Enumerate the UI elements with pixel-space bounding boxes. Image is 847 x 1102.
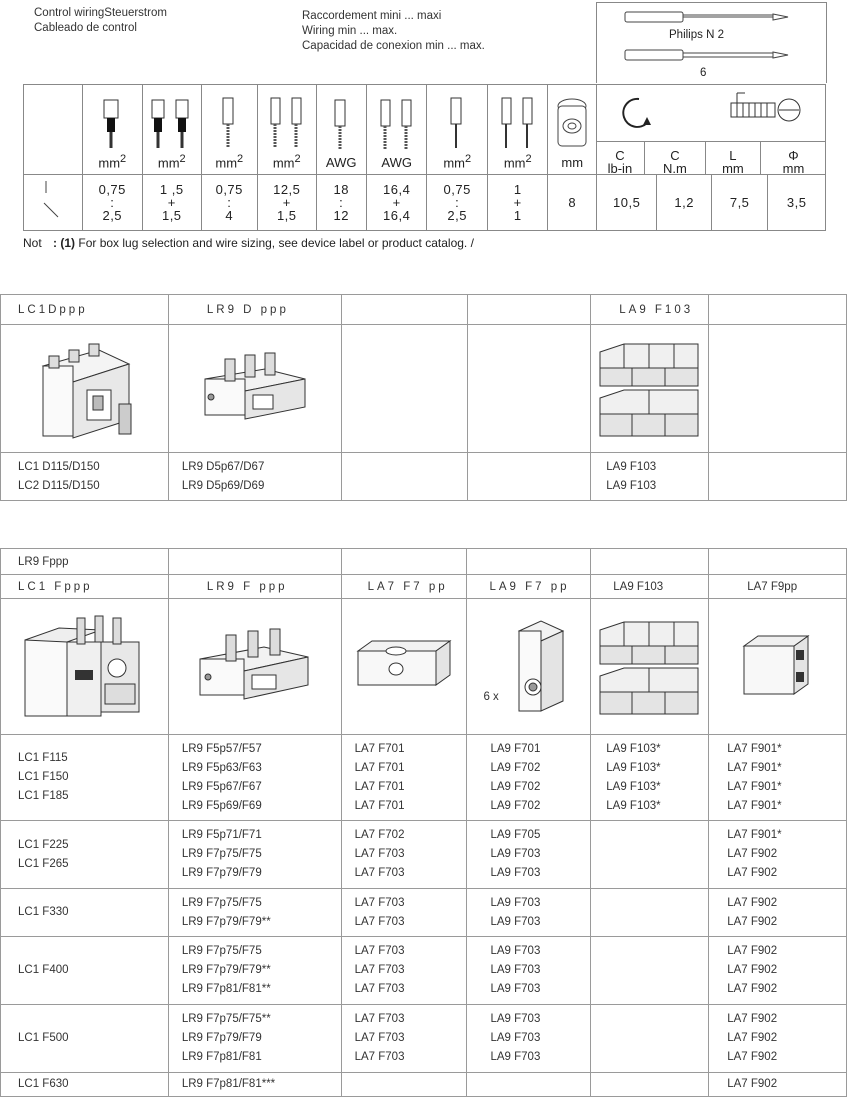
wiring-capacity-table <box>23 84 826 231</box>
value-col-5: 18 : 12 <box>316 175 366 231</box>
header-la9f103: LA9 F103 <box>591 295 709 325</box>
value-col-2: 1 ,5 + 1,5 <box>143 175 202 231</box>
la9f103-group-5 <box>591 1005 709 1073</box>
la7f7-group-1: LA7 F701 LA7 F701 LA7 F701 LA7 F701 <box>341 735 467 821</box>
lr9f-group-5: LR9 F7p75/F75** LR9 F7p79/F79 LR9 F7p81/F81 <box>168 1005 341 1073</box>
lr9d-refs: LR9 D5p67/D67 LR9 D5p69/D69 <box>168 453 341 501</box>
la7f9-group-2: LA7 F901* LA7 F902 LA7 F902 <box>709 821 847 889</box>
table-f-top-row <box>1 549 847 575</box>
la9f103-group-3 <box>591 889 709 937</box>
screwdriver-type: Philips N 2 <box>669 29 724 41</box>
length-header: L mm <box>705 142 760 176</box>
value-col-6: 16,4 + 16,4 <box>366 175 427 231</box>
table-row <box>1 889 847 937</box>
terminal-covers-icon <box>594 334 706 444</box>
table-d-refs <box>1 453 847 501</box>
bracket-cell <box>709 599 847 735</box>
la9f7-group-2: LA9 F705 LA9 F703 LA9 F703 <box>467 821 591 889</box>
accessories-table-f <box>0 548 847 1097</box>
lr9f-group-4: LR9 F7p75/F75 LR9 F7p79/F79** LR9 F7p81/F81** <box>168 937 341 1005</box>
la9f103-group-2 <box>591 821 709 889</box>
header-la9f103-f: LA9 F103 <box>591 575 709 599</box>
cover-plate-cell <box>341 599 467 735</box>
wiring-header-row <box>24 85 826 175</box>
wiring-values-row <box>24 175 826 231</box>
screwdriver-flat-icon <box>623 47 793 65</box>
torque-header-group <box>596 85 825 175</box>
accessories-table-d <box>0 294 847 501</box>
value-col-3: 0,75 : 4 <box>201 175 257 231</box>
lc1f-group-5: LC1 F500 <box>1 1005 169 1073</box>
lr9f-group-1: LR9 F5p57/F57 LR9 F5p63/F63 LR9 F5p67/F67 LR9 F5p69/F69 <box>168 735 341 821</box>
la7f9-group-4: LA7 F902 LA7 F902 LA7 F902 <box>709 937 847 1005</box>
value-lbin: 10,5 <box>596 175 657 231</box>
overload-relay-d-icon <box>195 349 315 429</box>
terminal-shroud-cell <box>467 599 591 735</box>
header-empty-2 <box>467 295 591 325</box>
quantity-label: 6 x <box>483 690 499 703</box>
table-f-images <box>1 599 847 735</box>
la7f9-group-1: LA7 F901* LA7 F901* LA7 F901* LA7 F901* <box>709 735 847 821</box>
cover-plate-icon <box>354 637 454 697</box>
la7f9-group-3: LA7 F902 LA7 F902 <box>709 889 847 937</box>
stranded-wire-icon <box>209 96 249 150</box>
screwdriver-size: 6 <box>700 67 707 79</box>
la7f9-group-6: LA7 F902 <box>709 1073 847 1097</box>
value-col-7: 0,75 : 2,5 <box>427 175 488 231</box>
wiring-corner-cell <box>24 85 83 175</box>
la7f7-group-2: LA7 F702 LA7 F703 LA7 F703 <box>341 821 467 889</box>
value-col-1: 0,75 : 2,5 <box>82 175 143 231</box>
switch-symbol-cell <box>24 175 83 231</box>
rotation-arrow-icon <box>617 93 657 133</box>
table-row <box>1 735 847 821</box>
table-d-header <box>1 295 847 325</box>
la7f7-group-6 <box>341 1073 467 1097</box>
ferrule-col-2: $mm^2$ <box>143 85 202 175</box>
solid-col-1: $mm^2$ <box>427 85 488 175</box>
header-la9f7: LA9 F7 pp <box>467 575 591 599</box>
double-stranded-icon <box>265 96 309 150</box>
table-row <box>1 1005 847 1073</box>
screwdriver-icon <box>623 9 793 27</box>
empty-image-3 <box>709 325 847 453</box>
value-col-4: 12,5 + 1,5 <box>258 175 317 231</box>
contactor-d-cell <box>1 325 169 453</box>
overload-relay-f-cell <box>168 599 341 735</box>
table-row <box>1 937 847 1005</box>
la9f103-d-refs: LA9 F103 LA9 F103 <box>591 453 709 501</box>
lc1f-group-4: LC1 F400 <box>1 937 169 1005</box>
la9f7-group-3: LA9 F703 LA9 F703 <box>467 889 591 937</box>
diameter-header: Φ mm <box>760 142 826 176</box>
value-diameter: 3,5 <box>768 175 826 231</box>
table-row <box>1 821 847 889</box>
value-nm: 1,2 <box>657 175 711 231</box>
contactor-f-icon <box>19 612 149 722</box>
double-solid-icon <box>496 96 540 150</box>
lr9f-top-label: LR9 Fppp <box>1 549 169 575</box>
awg-wire-icon <box>321 98 361 152</box>
lc1f-group-6: LC1 F630 <box>1 1073 169 1097</box>
header-empty-1 <box>341 295 467 325</box>
table-row <box>1 1073 847 1097</box>
empty-image-1 <box>341 325 467 453</box>
lc1f-group-1: LC1 F115 LC1 F150 LC1 F185 <box>1 735 169 821</box>
header-la7f7: LA7 F7 pp <box>341 575 467 599</box>
la9f7-group-1: LA9 F701 LA9 F702 LA9 F702 LA9 F702 <box>467 735 591 821</box>
header-lr9f: LR9 F ppp <box>168 575 341 599</box>
screw-dimension-icon <box>719 87 825 135</box>
value-length: 7,5 <box>711 175 767 231</box>
lr9f-group-2: LR9 F5p71/F71 LR9 F7p75/F75 LR9 F7p79/F79 <box>168 821 341 889</box>
refs-empty-3 <box>709 453 847 501</box>
table-f-header <box>1 575 847 599</box>
contact-symbol-icon <box>38 177 68 225</box>
value-lug: 8 <box>548 175 596 231</box>
wiring-range-label: Raccordement mini ... maxi Wiring min ... max. Capacidad de conexion min ... max. <box>302 10 485 52</box>
terminal-covers-f-cell <box>591 599 709 735</box>
terminal-covers-d-cell <box>591 325 709 453</box>
lc1f-group-3: LC1 F330 <box>1 889 169 937</box>
la9f103-group-6 <box>591 1073 709 1097</box>
wire-ferrule-icon <box>92 96 132 150</box>
contactor-f-cell <box>1 599 169 735</box>
lr9f-group-3: LR9 F7p75/F75 LR9 F7p79/F79** <box>168 889 341 937</box>
terminal-shroud-icon <box>511 617 571 717</box>
value-col-8: 1 + 1 <box>487 175 548 231</box>
footnote: Not : (1) For box lug selection and wire sizing, see device label or product catalog. / <box>23 236 474 250</box>
la9f103-group-4 <box>591 937 709 1005</box>
header-empty-3 <box>709 295 847 325</box>
la9f7-group-6 <box>467 1073 591 1097</box>
refs-empty-2 <box>467 453 591 501</box>
la9f7-group-5: LA9 F703 LA9 F703 LA9 F703 <box>467 1005 591 1073</box>
refs-empty-1 <box>341 453 467 501</box>
lug-col: mm <box>548 85 596 175</box>
la7f7-group-4: LA7 F703 LA7 F703 LA7 F703 <box>341 937 467 1005</box>
stranded-col-1: $mm^2$ <box>201 85 257 175</box>
la7f9-group-5: LA7 F902 LA7 F902 LA7 F902 <box>709 1005 847 1073</box>
awg-col-2: AWG <box>366 85 427 175</box>
solid-wire-icon <box>437 96 477 150</box>
header-lr9d: LR9 D ppp <box>168 295 341 325</box>
double-ferrule-icon <box>148 96 196 150</box>
stranded-col-2: $mm^2$ <box>258 85 317 175</box>
la7f7-group-3: LA7 F703 LA7 F703 <box>341 889 467 937</box>
overload-relay-d-cell <box>168 325 341 453</box>
header-lc1d: LC1Dppp <box>1 295 169 325</box>
torque-nm-header: C N.m <box>644 142 705 176</box>
control-wiring-label: Control wiringSteuerstrom Cableado de control <box>34 7 167 34</box>
torque-lbin-header: C lb-in <box>596 142 645 176</box>
table-d-images <box>1 325 847 453</box>
solid-col-2: $mm^2$ <box>487 85 548 175</box>
lc1d-refs: LC1 D115/D150 LC2 D115/D150 <box>1 453 169 501</box>
terminal-covers-f-icon <box>594 612 706 722</box>
lc1f-group-2: LC1 F225 LC1 F265 <box>1 821 169 889</box>
bracket-icon <box>738 632 818 702</box>
la9f7-group-4: LA9 F703 LA9 F703 LA9 F703 <box>467 937 591 1005</box>
header-la7f9: LA7 F9pp <box>709 575 847 599</box>
la9f103-group-1: LA9 F103* LA9 F103* LA9 F103* LA9 F103* <box>591 735 709 821</box>
contactor-d-icon <box>29 334 139 444</box>
awg-col-1: AWG <box>316 85 366 175</box>
ferrule-col-1: $mm^2$ <box>82 85 143 175</box>
double-awg-icon <box>375 98 419 152</box>
lug-icon <box>550 94 594 152</box>
screwdriver-box <box>596 2 827 83</box>
header-lc1f: LC1 Fppp <box>1 575 169 599</box>
la7f7-group-5: LA7 F703 LA7 F703 LA7 F703 <box>341 1005 467 1073</box>
empty-image-2 <box>467 325 591 453</box>
overload-relay-f-icon <box>190 627 320 707</box>
lr9f-group-6: LR9 F7p81/F81*** <box>168 1073 341 1097</box>
